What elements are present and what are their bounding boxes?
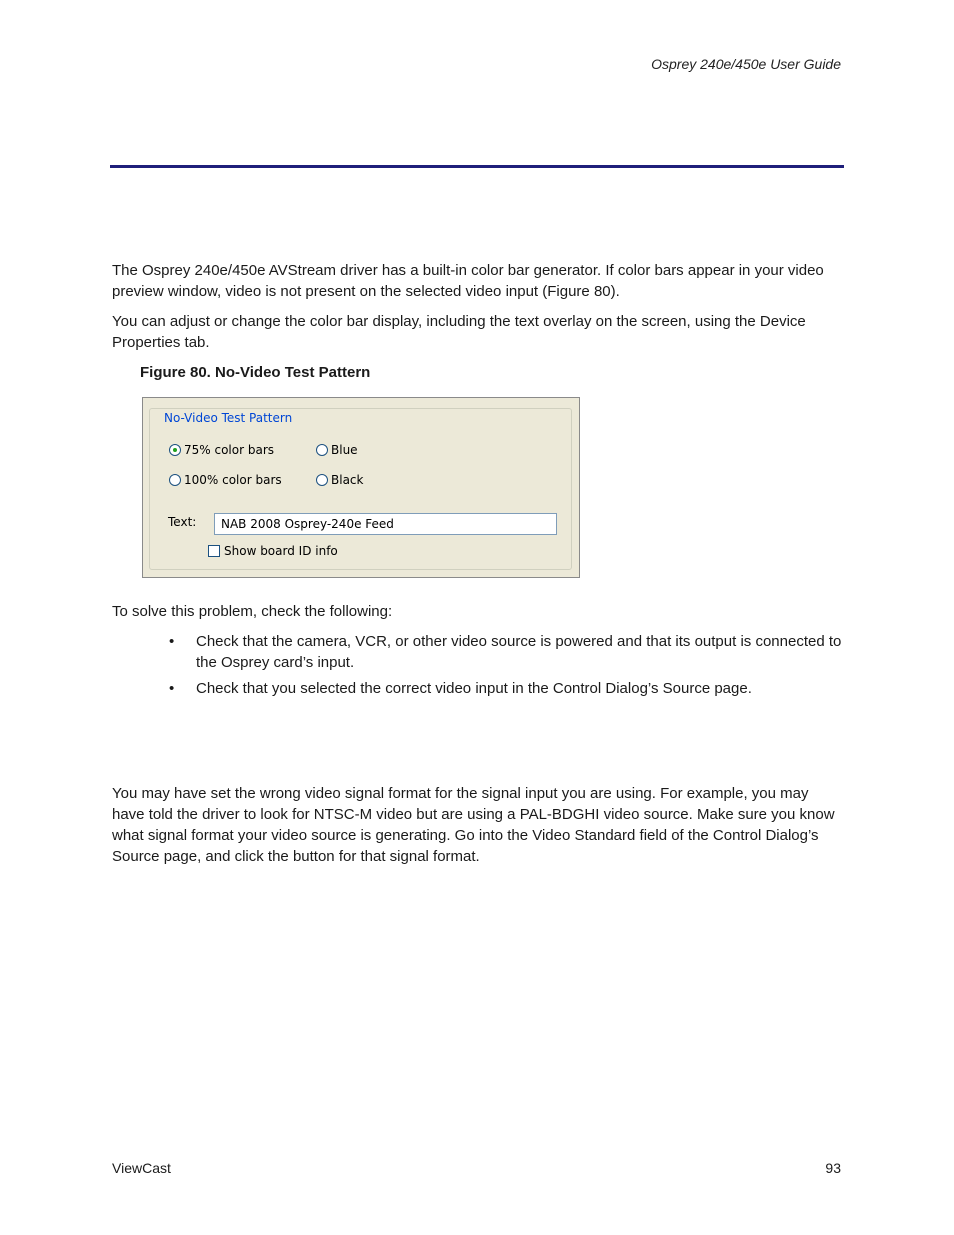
footer-page-number: 93	[825, 1160, 841, 1176]
radio-100-color-bars[interactable]	[169, 473, 282, 487]
radio-75-color-bars[interactable]	[169, 443, 274, 457]
show-board-id-checkbox[interactable]	[208, 544, 338, 558]
radio-label: 75% color bars	[184, 443, 275, 457]
radio-unselected-icon	[316, 474, 328, 486]
group-title: No-Video Test Pattern	[164, 411, 293, 425]
intro-paragraph-2: You can adjust or change the color bar display, including the text overlay on the screen, using the Device Properties tab.	[112, 313, 806, 351]
signal-format-paragraph: You may have set the wrong video signal format for the signal input you are using. For example, you may have told the driver to look for NTSC-M video but are using a PAL-BDGHI video source. Make sure you know what signal format your video source is generating. Go into the Video Standard field of the Control Dialog’s Source page, and click the button for that signal format.	[112, 785, 835, 865]
solve-list	[112, 631, 844, 704]
list-item: • Check that the camera, VCR, or other video source is powered and that its output is connected to the Osprey card’s input.	[169, 633, 842, 671]
bullet-icon: •	[169, 680, 175, 697]
checkbox-label: Show board ID info	[224, 544, 338, 558]
running-header: Osprey 240e/450e User Guide	[651, 56, 841, 72]
text-field-label: Text:	[168, 515, 197, 529]
footer-company: ViewCast	[112, 1160, 171, 1176]
radio-label: Blue	[331, 443, 358, 457]
radio-selected-icon	[169, 444, 181, 456]
section-divider	[110, 165, 844, 168]
radio-label: 100% color bars	[184, 473, 282, 487]
overlay-text-input[interactable]: NAB 2008 Osprey-240e Feed	[214, 513, 557, 535]
intro-paragraph-1: The Osprey 240e/450e AVStream driver has a built-in color bar generator. If color bars appear in your video preview window, video is not present on the selected video input (Figure 80).	[112, 262, 824, 300]
radio-black[interactable]	[316, 473, 363, 487]
no-video-test-pattern-dialog	[142, 397, 580, 578]
bullet-icon: •	[169, 633, 175, 650]
radio-unselected-icon	[169, 474, 181, 486]
radio-label: Black	[331, 473, 364, 487]
radio-blue[interactable]	[316, 443, 358, 457]
list-item: • Check that you selected the correct video input in the Control Dialog’s Source page.	[169, 680, 752, 697]
solve-lead: To solve this problem, check the following:	[112, 603, 393, 620]
checkbox-unchecked-icon	[208, 545, 220, 557]
test-pattern-group	[149, 408, 572, 570]
figure-caption: Figure 80. No-Video Test Pattern	[140, 364, 371, 381]
radio-unselected-icon	[316, 444, 328, 456]
